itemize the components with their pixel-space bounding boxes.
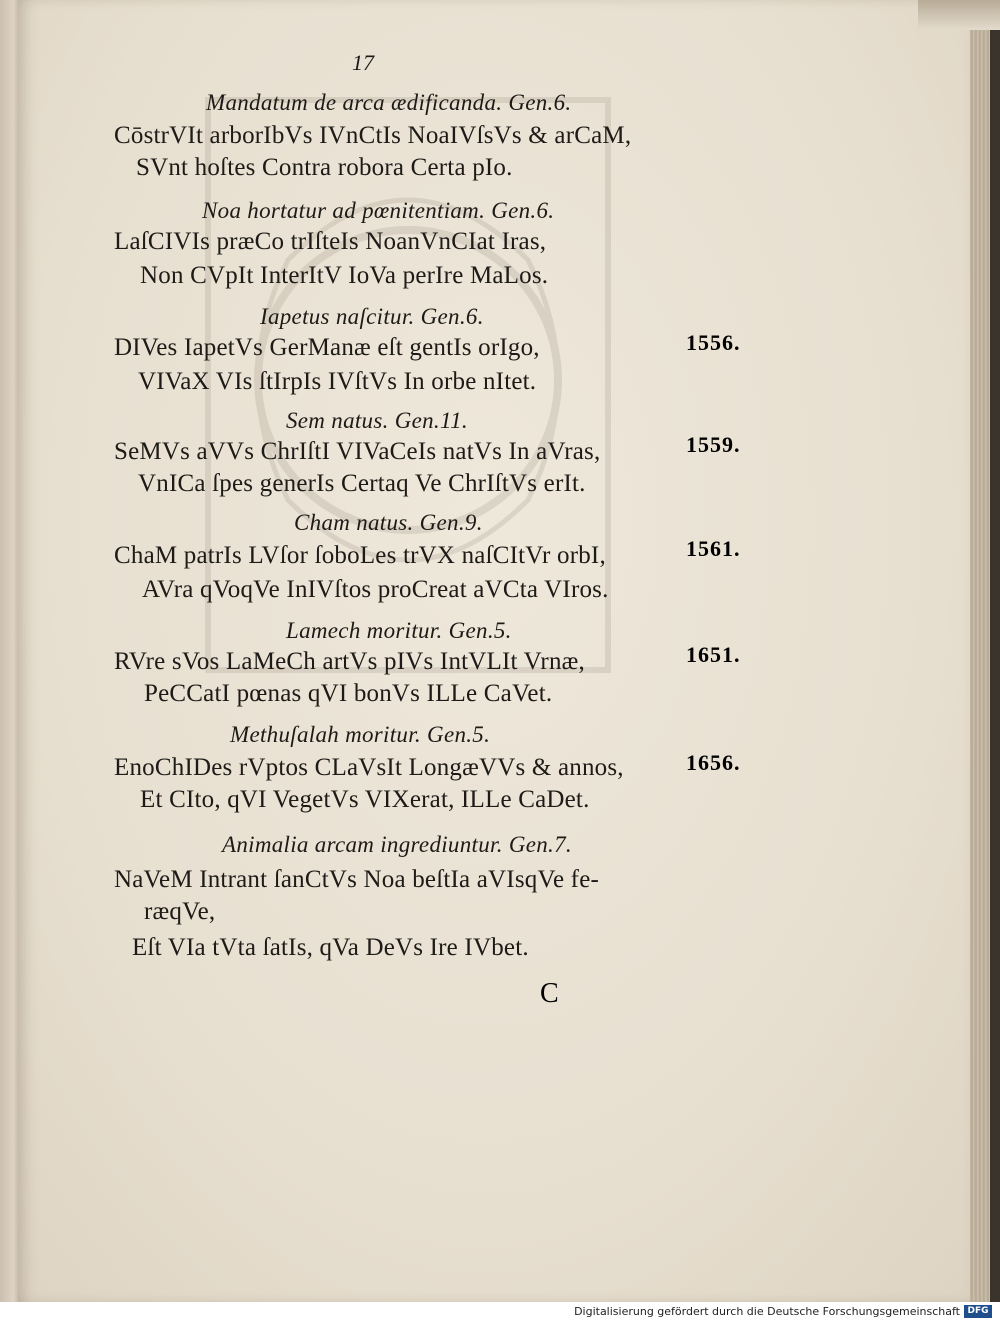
entry-heading: Noa hortatur ad pœnitentiam. Gen.6. [202, 198, 555, 223]
year-marker: 1651. [686, 642, 741, 667]
verse-line: Et CIto, qVI VegetVs VIXerat, ILLe CaDet. [140, 786, 590, 813]
verse-line: Eſt VIa tVta ſatIs, qVa DeVs Ire IVbet. [132, 934, 529, 961]
signature-mark: C [540, 978, 559, 1009]
verse-line: RVre sVos LaMeCh artVs pIVs IntVLIt Vrnæ, [114, 648, 585, 675]
verse-line: DIVes IapetVs GerManæ eſt gentIs orIgo, [114, 334, 540, 361]
entry-heading: Animalia arcam ingrediuntur. Gen.7. [222, 832, 572, 857]
dfg-logo-icon: DFG [964, 1305, 992, 1318]
verse-line: CōstrVIt arborIbVs IVnCtIs NoaIVſsVs & arCaM, [114, 122, 632, 149]
verse-line: LaſCIVIs præCo trIſteIs NoanVnCIat Iras, [114, 228, 547, 255]
entry-heading: Cham natus. Gen.9. [294, 510, 483, 535]
year-marker: 1556. [686, 330, 741, 355]
verse-line: ræqVe, [144, 898, 216, 925]
verse-line: VnICa ſpes generIs Certaq Ve ChrIſtVs erIt. [138, 470, 586, 497]
digitization-footer [0, 1302, 1000, 1322]
entry-heading: Mandatum de arca ædificanda. Gen.6. [206, 90, 572, 115]
entry-heading: Iapetus naſcitur. Gen.6. [260, 304, 484, 329]
entry-heading: Sem natus. Gen.11. [286, 408, 468, 433]
verse-line: Non CVpIt InterItV IoVa perIre MaLos. [140, 262, 549, 289]
verse-line: SeMVs aVVs ChrIſtI VIVaCeIs natVs In aVras, [114, 438, 601, 465]
verse-line: ChaM patrIs LVſor ſoboLes trVX naſCItVr orbI, [114, 542, 606, 569]
verse-line: SVnt hoſtes Contra robora Certa pIo. [136, 154, 513, 181]
page-stack-edge [970, 0, 990, 1302]
verse-line: VIVaX VIs ſtIrpIs IVſtVs In orbe nItet. [138, 368, 537, 395]
entry-heading: Lamech moritur. Gen.5. [286, 618, 512, 643]
book-page [18, 0, 990, 1302]
verse-line: NaVeM Intrant ſanCtVs Noa beſtIa aVIsqVe fe- [114, 866, 600, 893]
verse-line: EnoChIDes rVptos CLaVsIt LongæVVs & annos, [114, 754, 624, 781]
year-marker: 1656. [686, 750, 741, 775]
page-number: 17 [352, 50, 374, 75]
entry-heading: Methuſalah moritur. Gen.5. [230, 722, 491, 747]
footer-credit: Digitalisierung gefördert durch die Deutsche Forschungsgemeinschaft [574, 1305, 960, 1318]
year-marker: 1561. [686, 536, 741, 561]
verse-line: PeCCatI pœnas qVI bonVs ILLe CaVet. [144, 680, 553, 707]
page-corner-shadow [918, 0, 1000, 30]
year-marker: 1559. [686, 432, 741, 457]
verse-line: AVra qVoqVe InIVſtos proCreat aVCta VIros. [142, 576, 609, 603]
